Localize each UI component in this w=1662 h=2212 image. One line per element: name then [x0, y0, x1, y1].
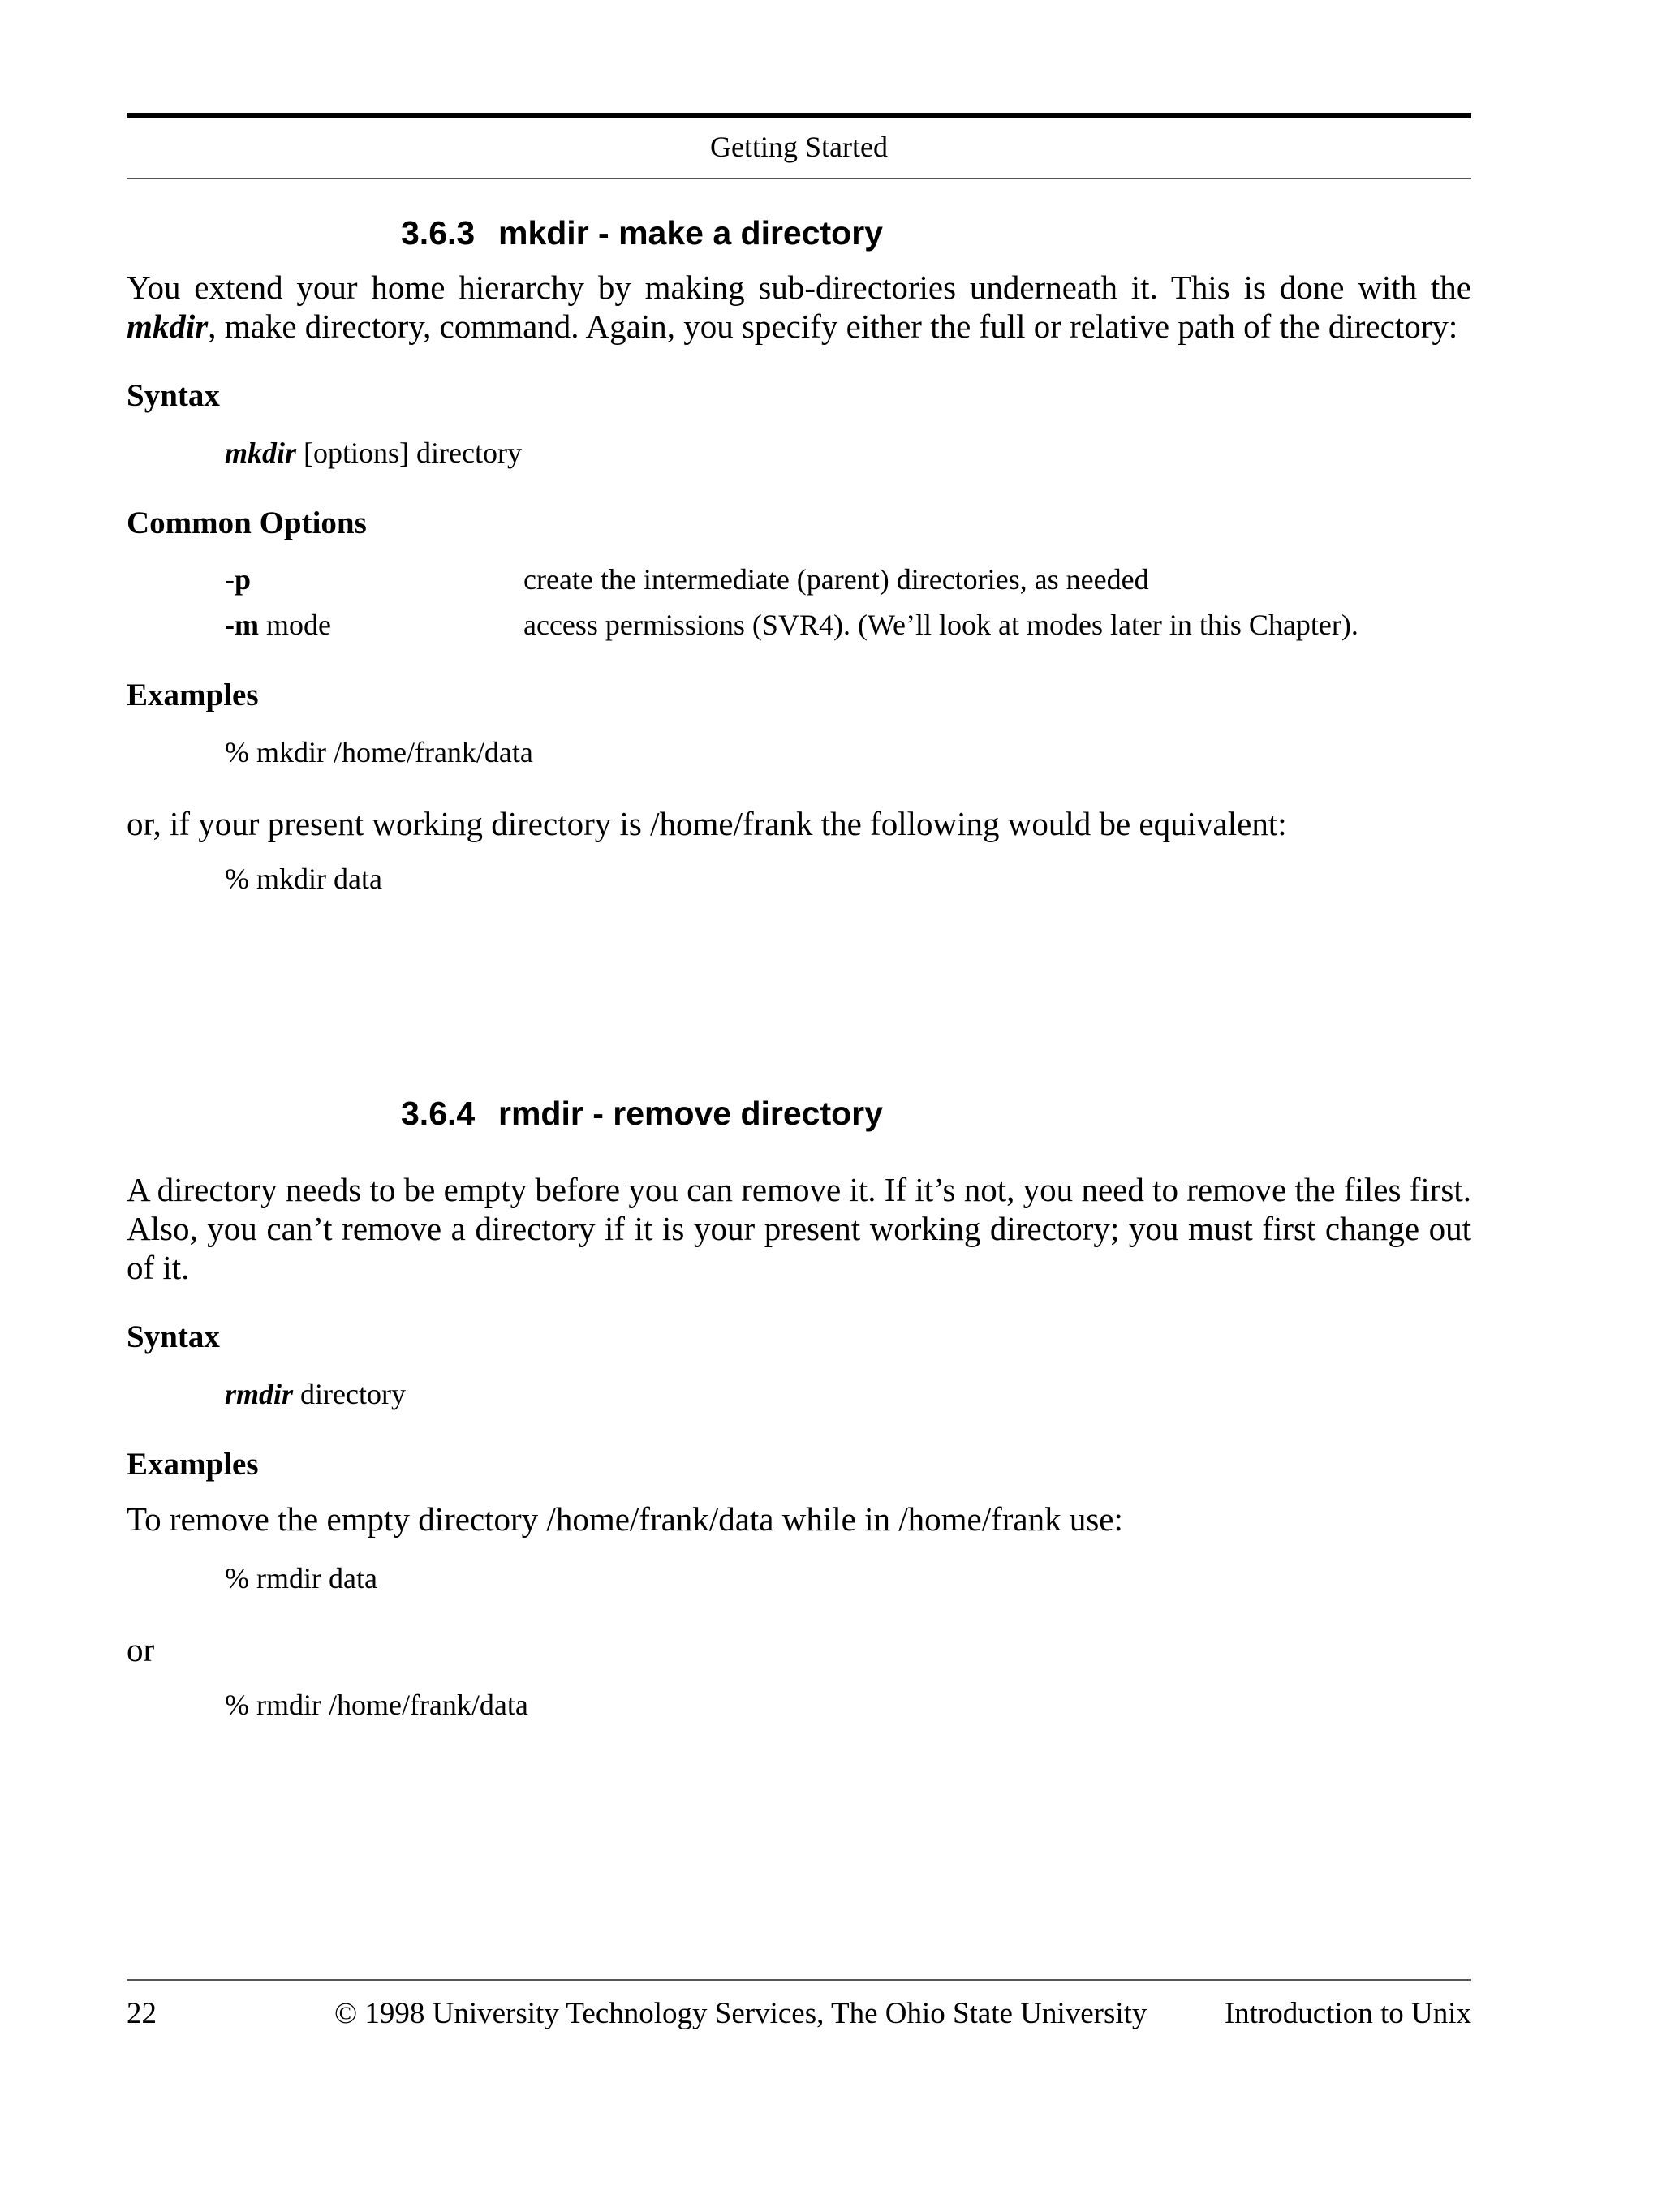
section-number: 3.6.3	[401, 214, 476, 252]
option-flag-name: -p	[225, 563, 252, 596]
common-options-label: Common Options	[127, 506, 367, 540]
example-command: % rmdir data	[225, 1562, 377, 1594]
section-heading-mkdir	[401, 214, 883, 252]
footer-copyright: © 1998 University Technology Services, The Ohio State University	[334, 1997, 1147, 2030]
option-flag	[225, 608, 331, 642]
section-heading-rmdir	[401, 1095, 883, 1133]
syntax-label: Syntax	[127, 1319, 220, 1354]
page-number: 22	[127, 1997, 157, 2030]
option-flag-name: -m	[225, 609, 259, 641]
example-command: % mkdir data	[225, 863, 382, 895]
footer-book-title: Introduction to Unix	[1224, 1997, 1471, 2030]
syntax-arguments: directory	[293, 1378, 406, 1410]
examples-label: Examples	[127, 1447, 259, 1482]
option-description: access permissions (SVR4). (We’ll look at modes later in this Chapter).	[523, 609, 1358, 641]
command-name: mkdir	[127, 308, 209, 345]
syntax-label: Syntax	[127, 378, 220, 413]
example-command: % rmdir /home/frank/data	[225, 1689, 528, 1721]
rmdir-intro-paragraph: A directory needs to be empty before you can remove it. If it’s not, you need to remove the files first. Also, you can’t remove a directory if it is your present working directory; you must first change out of it.	[127, 1171, 1471, 1286]
header-top-rule	[127, 113, 1471, 118]
example-explanation: or, if your present working directory is /home/frank the following would be equivalent:	[127, 805, 1287, 842]
examples-label: Examples	[127, 678, 259, 712]
mkdir-intro-paragraph	[127, 268, 1471, 346]
syntax-command: mkdir	[225, 437, 297, 469]
syntax-command: rmdir	[225, 1378, 294, 1410]
header-bottom-rule	[127, 178, 1471, 179]
example-command: % mkdir /home/frank/data	[225, 736, 533, 768]
intro-text: You extend your home hierarchy by making sub-directories underneath it. This is done with the	[127, 269, 1471, 306]
running-header: Getting Started	[710, 131, 888, 163]
syntax-line	[225, 1377, 406, 1411]
option-flag	[225, 562, 251, 596]
section-number: 3.6.4	[401, 1095, 476, 1132]
or-text: or	[127, 1631, 155, 1668]
syntax-line	[225, 436, 522, 470]
section-title: mkdir - make a directory	[498, 214, 883, 252]
syntax-arguments: [options] directory	[296, 437, 522, 469]
option-flag-arg: mode	[258, 609, 331, 641]
option-description: create the intermediate (parent) directories, as needed	[523, 563, 1149, 596]
example-explanation: To remove the empty directory /home/frank/data while in /home/frank use:	[127, 1500, 1123, 1538]
section-title: rmdir - remove directory	[498, 1095, 883, 1132]
footer-rule	[127, 1979, 1471, 1981]
intro-text-continued: , make directory, command. Again, you specify either the full or relative path of the directory:	[208, 308, 1458, 345]
